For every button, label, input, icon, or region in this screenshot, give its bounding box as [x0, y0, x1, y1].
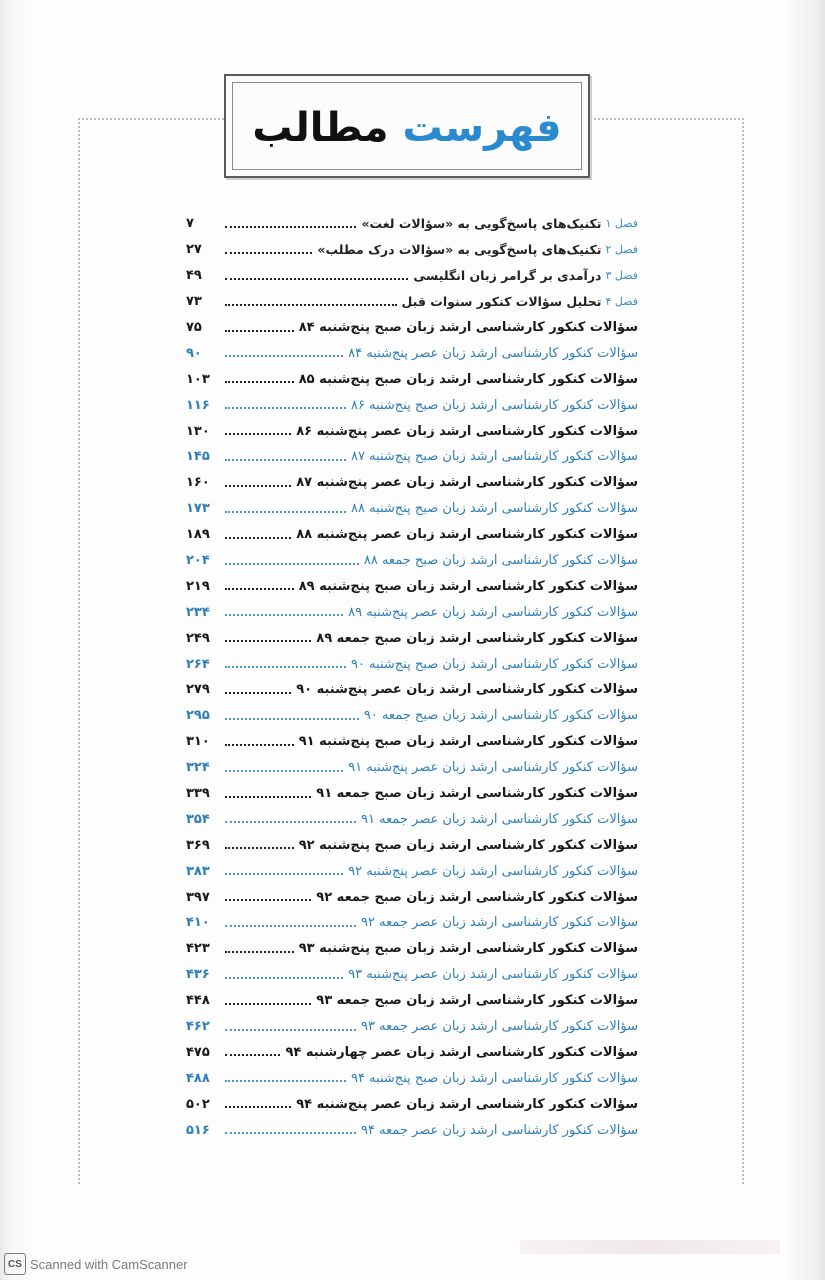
- toc-entry: [186, 884, 638, 910]
- chapter-number: فصل ۲: [605, 243, 638, 257]
- dot-leader: [225, 1080, 346, 1082]
- toc-entry-title: سؤالات کنکور کارشناسی ارشد زبان صبح جمعه ۹۳: [316, 993, 638, 1009]
- toc-entry-title: سؤالات کنکور کارشناسی ارشد زبان عصر چهارشنبه ۹۴: [285, 1044, 638, 1060]
- toc-entry: [186, 988, 638, 1014]
- dot-leader: [225, 744, 294, 746]
- toc-entry-title: سؤالات کنکور کارشناسی ارشد زبان صبح جمعه ۹۲: [316, 889, 638, 905]
- toc-entry: [186, 366, 638, 392]
- toc-entry: [186, 496, 638, 522]
- dot-leader: [225, 537, 291, 539]
- page-number: ۴۶۲: [186, 1019, 210, 1035]
- dot-leader: [225, 459, 346, 461]
- bleed-through-smudge: [520, 1240, 780, 1254]
- dot-leader: [225, 692, 291, 694]
- dot-leader: [225, 899, 311, 901]
- toc-entry: [186, 651, 638, 677]
- toc-entry-title: سؤالات کنکور کارشناسی ارشد زبان صبح جمعه ۹۰: [363, 708, 638, 724]
- page-number: ۱۴۵: [186, 449, 210, 465]
- page-number: ۲۷۹: [186, 682, 210, 698]
- toc-entry-title: تکنیک‌های پاسخ‌گویی به «سؤالات لغت»: [361, 216, 602, 232]
- toc-entry: [186, 444, 638, 470]
- toc-entry: [186, 781, 638, 807]
- toc-entry-title: سؤالات کنکور کارشناسی ارشد زبان عصر جمعه ۹۱: [361, 811, 638, 827]
- title-rest: مطالب: [252, 105, 403, 151]
- dot-leader: [225, 355, 343, 357]
- toc-entry: [186, 729, 638, 755]
- page-number: ۵۰۲: [186, 1096, 210, 1112]
- page-number: ۱۰۳: [186, 371, 210, 387]
- toc-entry-title: سؤالات کنکور کارشناسی ارشد زبان عصر پنج‌شنبه ۹۳: [348, 967, 638, 983]
- dot-leader: [225, 977, 343, 979]
- dot-leader: [225, 304, 397, 306]
- toc-entry: [186, 936, 638, 962]
- page-title: [226, 104, 588, 152]
- page-number: ۹۰: [186, 345, 202, 361]
- page-number: ۳۶۹: [186, 837, 210, 853]
- page-number: ۴۸۸: [186, 1070, 210, 1086]
- toc-entry: [186, 703, 638, 729]
- dot-leader: [225, 640, 311, 642]
- page-number: ۲۳۴: [186, 604, 210, 620]
- toc-entry-title: سؤالات کنکور کارشناسی ارشد زبان عصر پنج‌شنبه ۸۷: [296, 475, 638, 491]
- dot-leader: [225, 1132, 356, 1134]
- toc-entry: [186, 832, 638, 858]
- toc-entry: [186, 1091, 638, 1117]
- toc-entry: [186, 625, 638, 651]
- toc-entry-title: سؤالات کنکور کارشناسی ارشد زبان عصر جمعه ۹۲: [361, 915, 638, 931]
- page-number: ۳۹۷: [186, 889, 210, 905]
- dot-leader: [225, 278, 408, 280]
- toc-entry-title: تحلیل سؤالات کنکور سنوات قبل: [401, 294, 602, 310]
- page-number: ۲۷: [186, 242, 202, 258]
- table-of-contents: [186, 211, 638, 1143]
- page-number: ۴۷۵: [186, 1044, 210, 1060]
- toc-entry: [186, 340, 638, 366]
- toc-entry-title: سؤالات کنکور کارشناسی ارشد زبان عصر پنج‌شنبه ۸۴: [348, 345, 638, 361]
- page-number: ۴۲۳: [186, 941, 210, 957]
- toc-entry: [186, 962, 638, 988]
- toc-entry-title: سؤالات کنکور کارشناسی ارشد زبان صبح پنج‌شنبه ۸۸: [351, 501, 638, 517]
- toc-entry: [186, 470, 638, 496]
- toc-entry: [186, 1014, 638, 1040]
- toc-entry: [186, 211, 638, 237]
- toc-entry-title: سؤالات کنکور کارشناسی ارشد زبان صبح پنج‌شنبه ۹۱: [298, 734, 638, 750]
- toc-entry-title: تکنیک‌های پاسخ‌گویی به «سؤالات درک مطلب»: [317, 242, 602, 258]
- page-number: ۴۹: [186, 268, 202, 284]
- page-number: ۲۱۹: [186, 578, 210, 594]
- page-number: ۲۴۹: [186, 630, 210, 646]
- toc-entry-title: سؤالات کنکور کارشناسی ارشد زبان عصر پنج‌شنبه ۹۱: [348, 760, 638, 776]
- chapter-number: فصل ۱: [605, 217, 638, 231]
- dot-leader: [225, 796, 311, 798]
- toc-entry-title: سؤالات کنکور کارشناسی ارشد زبان صبح پنج‌شنبه ۸۶: [351, 397, 638, 413]
- toc-entry: [186, 289, 638, 315]
- page-number: ۳۸۳: [186, 863, 210, 879]
- toc-entry: [186, 263, 638, 289]
- title-box: [224, 74, 590, 178]
- page-number: ۲۹۵: [186, 708, 210, 724]
- page-number: ۴۱۰: [186, 915, 210, 931]
- camscanner-watermark: [4, 1253, 188, 1275]
- dot-leader: [225, 563, 359, 565]
- dot-leader: [225, 1003, 311, 1005]
- toc-entry-title: سؤالات کنکور کارشناسی ارشد زبان عصر پنج‌شنبه ۹۴: [296, 1096, 638, 1112]
- dot-leader: [225, 821, 356, 823]
- toc-entry-title: سؤالات کنکور کارشناسی ارشد زبان صبح پنج‌شنبه ۸۴: [298, 320, 638, 335]
- dot-leader: [225, 718, 359, 720]
- page-number: ۳۱۰: [186, 734, 210, 750]
- dot-leader: [225, 252, 312, 254]
- toc-entry-title: سؤالات کنکور کارشناسی ارشد زبان صبح جمعه ۸۹: [316, 630, 638, 646]
- title-accent: فهرست: [402, 105, 562, 151]
- dot-leader: [225, 1054, 280, 1056]
- toc-entry: [186, 1117, 638, 1143]
- toc-entry-title: سؤالات کنکور کارشناسی ارشد زبان عصر پنج‌شنبه ۹۲: [348, 863, 638, 879]
- page-number: ۳۵۴: [186, 811, 210, 827]
- toc-entry-title: سؤالات کنکور کارشناسی ارشد زبان عصر پنج‌شنبه ۸۸: [296, 527, 638, 543]
- toc-entry: [186, 315, 638, 341]
- toc-entry: [186, 677, 638, 703]
- camscanner-logo-icon: CS: [4, 1253, 26, 1275]
- toc-entry-title: سؤالات کنکور کارشناسی ارشد زبان صبح پنج‌شنبه ۸۹: [298, 578, 638, 594]
- dot-leader: [225, 1106, 291, 1108]
- toc-entry-title: سؤالات کنکور کارشناسی ارشد زبان صبح پنج‌شنبه ۹۳: [298, 941, 638, 957]
- page-number: ۳۲۴: [186, 760, 210, 776]
- toc-entry-title: سؤالات کنکور کارشناسی ارشد زبان عصر جمعه ۹۳: [361, 1019, 638, 1035]
- dot-leader: [225, 614, 343, 616]
- toc-entry-title: سؤالات کنکور کارشناسی ارشد زبان عصر جمعه ۹۴: [361, 1122, 638, 1138]
- toc-entry-title: سؤالات کنکور کارشناسی ارشد زبان صبح پنج‌شنبه ۹۴: [351, 1070, 638, 1086]
- toc-entry: [186, 418, 638, 444]
- page-number: ۲۰۴: [186, 553, 210, 569]
- page-number: ۷۳: [186, 294, 202, 310]
- dot-leader: [225, 1029, 356, 1031]
- dot-leader: [225, 925, 356, 927]
- toc-entry: [186, 755, 638, 781]
- toc-entry: [186, 548, 638, 574]
- chapter-number: فصل ۴: [605, 295, 638, 309]
- toc-entry: [186, 599, 638, 625]
- page-number: ۱۸۹: [186, 527, 210, 543]
- dot-leader: [225, 433, 291, 435]
- dot-leader: [225, 511, 346, 513]
- toc-entry: [186, 1065, 638, 1091]
- toc-entry-title: سؤالات کنکور کارشناسی ارشد زبان عصر پنج‌شنبه ۹۰: [296, 682, 638, 698]
- dot-leader: [225, 770, 343, 772]
- toc-entry: [186, 910, 638, 936]
- dot-leader: [225, 666, 346, 668]
- page-number: ۵۱۶: [186, 1122, 210, 1138]
- dot-leader: [225, 588, 294, 590]
- toc-entry-title: سؤالات کنکور کارشناسی ارشد زبان عصر پنج‌شنبه ۸۶: [296, 423, 638, 439]
- dot-leader: [225, 847, 294, 849]
- page-number: ۲۶۴: [186, 656, 210, 672]
- dot-leader: [225, 485, 291, 487]
- page-number: ۴۳۶: [186, 967, 210, 983]
- dot-leader: [225, 873, 343, 875]
- toc-entry-title: سؤالات کنکور کارشناسی ارشد زبان عصر پنج‌شنبه ۸۹: [348, 604, 638, 620]
- dot-leader: [225, 407, 346, 409]
- page-number: ۱۶۰: [186, 475, 210, 491]
- toc-entry-title: سؤالات کنکور کارشناسی ارشد زبان صبح پنج‌شنبه ۸۵: [298, 371, 638, 387]
- toc-entry-title: سؤالات کنکور کارشناسی ارشد زبان صبح جمعه ۸۸: [363, 553, 638, 569]
- toc-entry-title: سؤالات کنکور کارشناسی ارشد زبان صبح جمعه ۹۱: [316, 786, 638, 802]
- page-number: ۷۵: [186, 320, 202, 335]
- page-number: ۱۱۶: [186, 397, 210, 413]
- toc-entry: [186, 1040, 638, 1066]
- page-number: ۳۳۹: [186, 786, 210, 802]
- toc-entry-title: سؤالات کنکور کارشناسی ارشد زبان صبح پنج‌شنبه ۹۲: [298, 837, 638, 853]
- toc-entry: [186, 806, 638, 832]
- toc-entry: [186, 573, 638, 599]
- toc-entry-title: سؤالات کنکور کارشناسی ارشد زبان صبح پنج‌شنبه ۸۷: [351, 449, 638, 465]
- dot-leader: [225, 330, 294, 332]
- toc-entry: [186, 237, 638, 263]
- toc-entry: [186, 522, 638, 548]
- page-number: ۱۳۰: [186, 423, 210, 439]
- toc-entry-title: درآمدی بر گرامر زبان انگلیسی: [413, 268, 602, 284]
- toc-entry: [186, 858, 638, 884]
- page-number: ۷: [186, 216, 194, 232]
- dot-leader: [225, 226, 356, 228]
- dot-leader: [225, 951, 294, 953]
- page-number: ۴۴۸: [186, 993, 210, 1009]
- chapter-number: فصل ۳: [605, 269, 638, 283]
- dot-leader: [225, 381, 294, 383]
- toc-entry-title: سؤالات کنکور کارشناسی ارشد زبان صبح پنج‌شنبه ۹۰: [351, 656, 638, 672]
- page-number: ۱۷۳: [186, 501, 210, 517]
- watermark-text: Scanned with CamScanner: [30, 1256, 188, 1272]
- toc-entry: [186, 392, 638, 418]
